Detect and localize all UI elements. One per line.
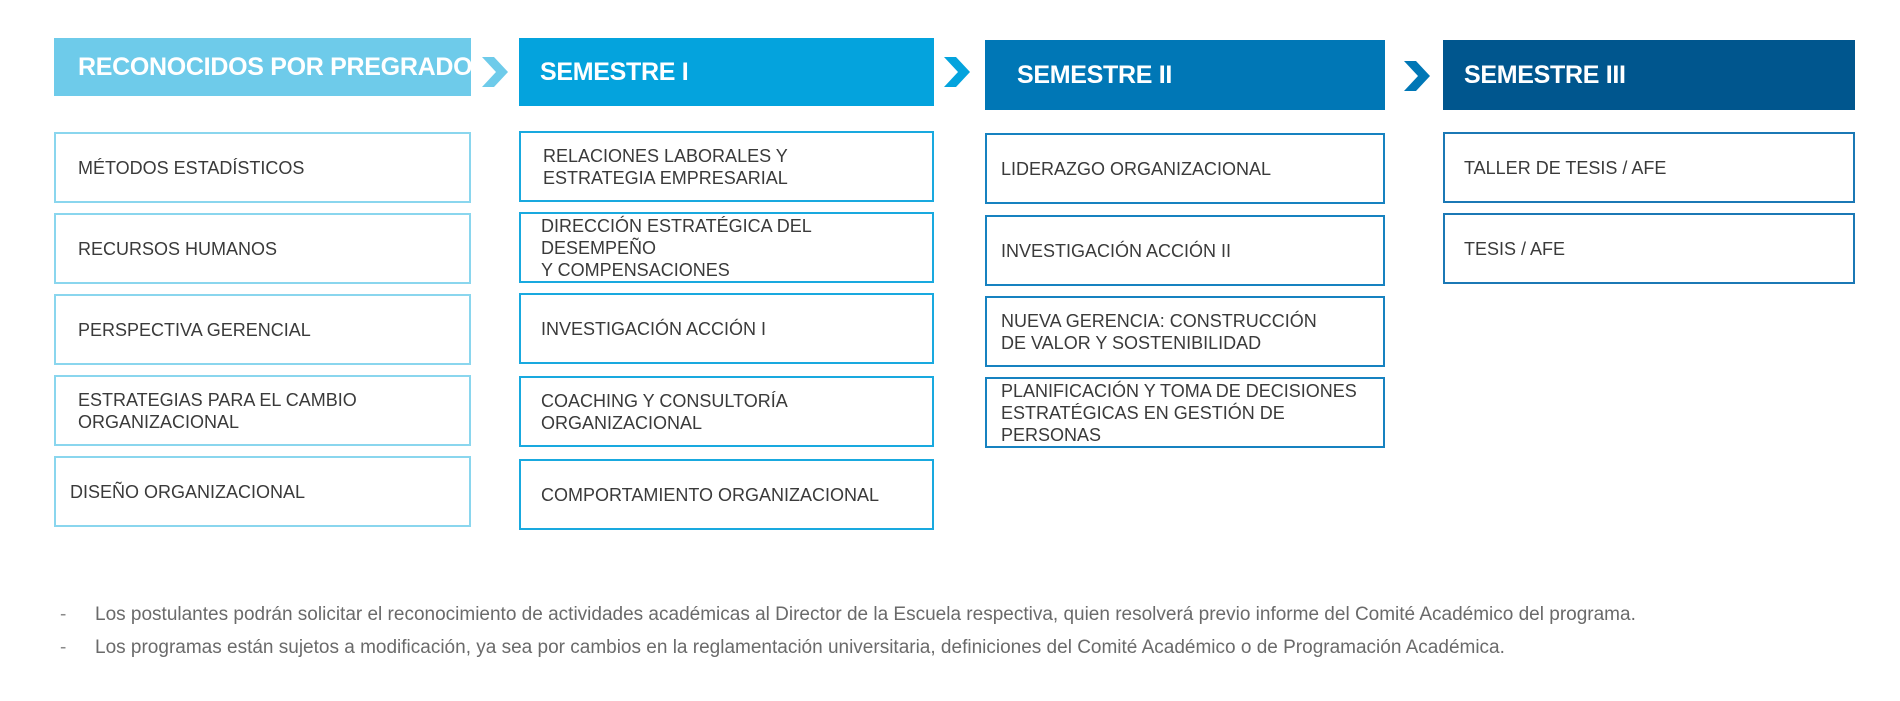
chevron-right-icon bbox=[942, 55, 972, 89]
course-item: DIRECCIÓN ESTRATÉGICA DEL DESEMPEÑO Y COMPENSACIONES bbox=[519, 212, 934, 283]
course-item: INVESTIGACIÓN ACCIÓN I bbox=[519, 293, 934, 364]
footnote-dash: - bbox=[60, 637, 67, 658]
course-list bbox=[985, 133, 1385, 448]
course-item: TESIS / AFE bbox=[1443, 213, 1855, 284]
course-item: INVESTIGACIÓN ACCIÓN II bbox=[985, 215, 1385, 286]
course-item: PERSPECTIVA GERENCIAL bbox=[54, 294, 471, 365]
column-semestre-1 bbox=[519, 38, 934, 540]
column-semestre-3 bbox=[1443, 40, 1855, 294]
chevron-right-icon bbox=[480, 55, 510, 89]
course-item: COACHING Y CONSULTORÍA ORGANIZACIONAL bbox=[519, 376, 934, 447]
column-reconocidos bbox=[54, 38, 471, 537]
course-item: LIDERAZGO ORGANIZACIONAL bbox=[985, 133, 1385, 204]
course-item: RECURSOS HUMANOS bbox=[54, 213, 471, 284]
course-item: PLANIFICACIÓN Y TOMA DE DECISIONES ESTRATÉGICAS EN GESTIÓN DE PERSONAS bbox=[985, 377, 1385, 448]
footnote-text: Los programas están sujetos a modificación, ya sea por cambios en la reglamentación universitaria, definiciones del Comité Académico o de Programación Académica. bbox=[95, 637, 1505, 658]
column-header: RECONOCIDOS POR PREGRADO bbox=[54, 38, 471, 96]
column-header: SEMESTRE III bbox=[1443, 40, 1855, 110]
course-item: DISEÑO ORGANIZACIONAL bbox=[54, 456, 471, 527]
course-list bbox=[54, 132, 471, 527]
footnote bbox=[60, 631, 1636, 664]
course-item: RELACIONES LABORALES Y ESTRATEGIA EMPRESARIAL bbox=[519, 131, 934, 202]
course-item: NUEVA GERENCIA: CONSTRUCCIÓN DE VALOR Y SOSTENIBILIDAD bbox=[985, 296, 1385, 367]
footnote-dash: - bbox=[60, 604, 67, 625]
course-item: COMPORTAMIENTO ORGANIZACIONAL bbox=[519, 459, 934, 530]
course-list bbox=[1443, 132, 1855, 284]
footnotes bbox=[60, 598, 1636, 664]
course-item: MÉTODOS ESTADÍSTICOS bbox=[54, 132, 471, 203]
column-semestre-2 bbox=[985, 40, 1385, 458]
course-list bbox=[519, 131, 934, 530]
column-header: SEMESTRE I bbox=[519, 38, 934, 106]
course-item: TALLER DE TESIS / AFE bbox=[1443, 132, 1855, 203]
course-item: ESTRATEGIAS PARA EL CAMBIO ORGANIZACIONAL bbox=[54, 375, 471, 446]
footnote bbox=[60, 598, 1636, 631]
column-header: SEMESTRE II bbox=[985, 40, 1385, 110]
footnote-text: Los postulantes podrán solicitar el reconocimiento de actividades académicas al Director de la Escuela respectiva, quien resolverá previo informe del Comité Académico del programa. bbox=[95, 604, 1636, 625]
chevron-right-icon bbox=[1402, 59, 1432, 93]
